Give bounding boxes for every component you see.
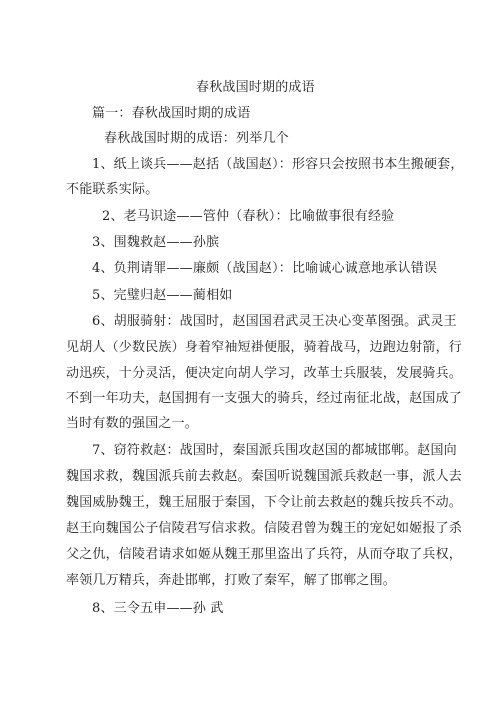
idiom-item-3: 3、围魏救赵——孙膑: [92, 235, 220, 250]
idiom-item-7-line-4: 赵王向魏国公子信陵君写信求救。信陵君曾为魏王的宠妃如姬报了杀: [66, 521, 463, 536]
idiom-item-6-line-3: 动迅疾，十分灵活，便决定向胡人学习，改革士兵服装，发展骑兵。: [66, 366, 463, 381]
section-heading: 篇一：春秋战国时期的成语: [92, 106, 251, 121]
idiom-item-6-line-2: 见胡人（少数民族）身着窄袖短褂便服，骑着战马，边跑边射箭，行: [66, 340, 463, 355]
idiom-item-6-line-1: 6、胡服骑射：战国时，赵国国君武灵王决心变革图强。武灵王: [92, 314, 457, 329]
idiom-item-7-line-3: 魏国威胁魏王，魏王屈服于秦国，下令让前去救赵的魏兵按兵不动。: [66, 495, 463, 510]
idiom-item-8: 8、三令五申——孙 武: [92, 601, 224, 616]
idiom-item-6-line-4: 不到一年功夫，赵国拥有一支强大的骑兵，经过南征北战，赵国成了: [66, 391, 463, 406]
idiom-item-7-line-1: 7、窃符救赵：战国时，秦国派兵围攻赵国的都城邯郸。赵国向: [92, 443, 457, 458]
idiom-item-1-line-2: 不能联系实际。: [66, 182, 159, 197]
idiom-item-7-line-5: 父之仇，信陵君请求如姬从魏王那里盗出了兵符，从而夺取了兵权，: [66, 547, 463, 562]
idiom-item-7-line-2: 魏国求救，魏国派兵前去救赵。秦国听说魏国派兵救赵一事，派人去: [66, 469, 463, 484]
idiom-item-1-line-1: 1、纸上谈兵——赵括（战国赵）：形容只会按照书本生搬硬套，: [92, 157, 464, 172]
intro-text: 春秋战国时期的成语：列举几个: [104, 131, 289, 146]
idiom-item-5: 5、完璧归赵——蔺相如: [92, 288, 233, 303]
idiom-item-4: 4、负荆请罪——廉颇（战国赵）：比喻诚心诚意地承认错误: [92, 261, 438, 276]
idiom-item-6-line-5: 当时有数的强国之一。: [66, 416, 199, 431]
document-title: 春秋战国时期的成语: [196, 80, 315, 95]
idiom-item-7-line-6: 率领几万精兵，奔赴邯郸，打败了秦军，解了邯郸之围。: [66, 573, 397, 588]
idiom-item-2: 2、老马识途——管仲（春秋）：比喻做事很有经验: [102, 209, 395, 224]
